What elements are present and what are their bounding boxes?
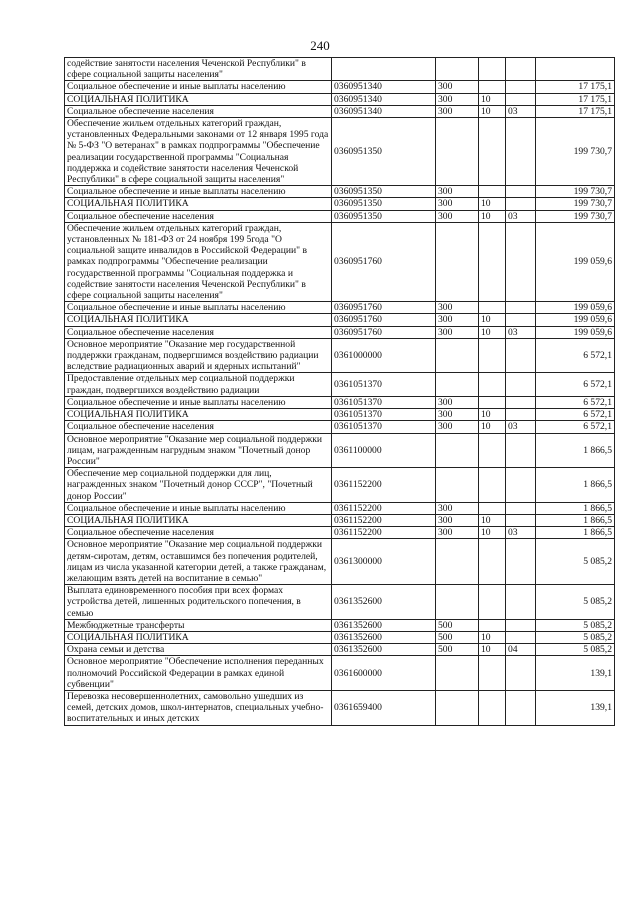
row-code: 0360951350 bbox=[332, 118, 436, 186]
row-name: Предоставление отдельных мер социальной поддержки граждан, подвергшихся воздействию радиации bbox=[65, 373, 332, 396]
row-name: СОЦИАЛЬНАЯ ПОЛИТИКА bbox=[65, 409, 332, 421]
row-name: Охрана семьи и детства bbox=[65, 644, 332, 656]
row-subsection bbox=[506, 314, 536, 326]
row-code: 0361600000 bbox=[332, 656, 436, 691]
row-amount: 199 059,6 bbox=[536, 314, 615, 326]
row-section: 10 bbox=[479, 644, 506, 656]
row-section bbox=[479, 186, 506, 198]
row-section: 10 bbox=[479, 314, 506, 326]
row-expense-type bbox=[436, 539, 479, 585]
row-code: 0361100000 bbox=[332, 433, 436, 468]
row-amount: 1 866,5 bbox=[536, 502, 615, 514]
row-amount: 17 175,1 bbox=[536, 105, 615, 117]
row-section bbox=[479, 396, 506, 408]
table-row bbox=[65, 338, 615, 373]
row-expense-type: 500 bbox=[436, 631, 479, 643]
row-section bbox=[479, 656, 506, 691]
row-amount: 139,1 bbox=[536, 690, 615, 725]
table-row bbox=[65, 118, 615, 186]
row-subsection bbox=[506, 619, 536, 631]
row-section bbox=[479, 58, 506, 81]
table-row bbox=[65, 93, 615, 105]
row-subsection bbox=[506, 302, 536, 314]
row-code: 0360951760 bbox=[332, 222, 436, 301]
row-subsection bbox=[506, 186, 536, 198]
row-code: 0361051370 bbox=[332, 373, 436, 396]
row-subsection bbox=[506, 222, 536, 301]
table-row bbox=[65, 619, 615, 631]
row-code: 0361659400 bbox=[332, 690, 436, 725]
table-row bbox=[65, 373, 615, 396]
row-section bbox=[479, 302, 506, 314]
row-amount: 6 572,1 bbox=[536, 396, 615, 408]
row-subsection: 03 bbox=[506, 210, 536, 222]
row-amount: 5 085,2 bbox=[536, 585, 615, 620]
row-code: 0360951340 bbox=[332, 93, 436, 105]
row-section bbox=[479, 690, 506, 725]
row-name: Социальное обеспечение и иные выплаты населению bbox=[65, 302, 332, 314]
table-row bbox=[65, 326, 615, 338]
row-expense-type: 300 bbox=[436, 105, 479, 117]
table-row bbox=[65, 468, 615, 503]
table-row bbox=[65, 421, 615, 433]
row-subsection bbox=[506, 396, 536, 408]
row-code: 0361152200 bbox=[332, 527, 436, 539]
row-name: Социальное обеспечение и иные выплаты населению bbox=[65, 502, 332, 514]
row-subsection bbox=[506, 338, 536, 373]
row-expense-type: 300 bbox=[436, 210, 479, 222]
row-amount bbox=[536, 58, 615, 81]
row-section: 10 bbox=[479, 527, 506, 539]
row-section bbox=[479, 539, 506, 585]
table-row bbox=[65, 656, 615, 691]
row-subsection bbox=[506, 585, 536, 620]
row-subsection bbox=[506, 468, 536, 503]
row-amount: 17 175,1 bbox=[536, 81, 615, 93]
row-amount: 199 730,7 bbox=[536, 118, 615, 186]
row-subsection bbox=[506, 433, 536, 468]
row-expense-type: 300 bbox=[436, 409, 479, 421]
row-expense-type: 300 bbox=[436, 396, 479, 408]
row-expense-type: 300 bbox=[436, 314, 479, 326]
row-code: 0361152200 bbox=[332, 514, 436, 526]
row-amount: 1 866,5 bbox=[536, 433, 615, 468]
row-amount: 5 085,2 bbox=[536, 619, 615, 631]
row-name: Социальное обеспечение и иные выплаты населению bbox=[65, 81, 332, 93]
row-amount: 199 730,7 bbox=[536, 210, 615, 222]
row-code: 0360951760 bbox=[332, 302, 436, 314]
row-subsection bbox=[506, 198, 536, 210]
row-expense-type: 300 bbox=[436, 81, 479, 93]
table-row bbox=[65, 302, 615, 314]
row-expense-type bbox=[436, 468, 479, 503]
row-amount: 199 059,6 bbox=[536, 222, 615, 301]
row-name: Основное мероприятие "Обеспечение исполнения переданных полномочий Российской Федерации в рамках единой субвенции" bbox=[65, 656, 332, 691]
table-row bbox=[65, 222, 615, 301]
row-subsection bbox=[506, 631, 536, 643]
row-code: 0360951340 bbox=[332, 81, 436, 93]
row-section: 10 bbox=[479, 93, 506, 105]
table-row bbox=[65, 198, 615, 210]
row-code: 0360951350 bbox=[332, 186, 436, 198]
row-amount: 6 572,1 bbox=[536, 373, 615, 396]
row-code: 0361000000 bbox=[332, 338, 436, 373]
row-expense-type bbox=[436, 433, 479, 468]
row-name: СОЦИАЛЬНАЯ ПОЛИТИКА bbox=[65, 314, 332, 326]
row-section bbox=[479, 585, 506, 620]
row-section: 10 bbox=[479, 326, 506, 338]
table-row bbox=[65, 631, 615, 643]
row-amount: 1 866,5 bbox=[536, 514, 615, 526]
row-expense-type bbox=[436, 58, 479, 81]
row-amount: 6 572,1 bbox=[536, 421, 615, 433]
table-row bbox=[65, 433, 615, 468]
row-section bbox=[479, 619, 506, 631]
table-row bbox=[65, 585, 615, 620]
row-code: 0361352600 bbox=[332, 631, 436, 643]
row-section bbox=[479, 118, 506, 186]
page-number: 240 bbox=[310, 38, 330, 53]
row-section bbox=[479, 338, 506, 373]
row-expense-type: 300 bbox=[436, 502, 479, 514]
row-subsection bbox=[506, 514, 536, 526]
row-expense-type: 300 bbox=[436, 302, 479, 314]
row-expense-type bbox=[436, 222, 479, 301]
row-section: 10 bbox=[479, 409, 506, 421]
row-expense-type: 300 bbox=[436, 93, 479, 105]
row-code: 0360951760 bbox=[332, 326, 436, 338]
row-section: 10 bbox=[479, 421, 506, 433]
row-section: 10 bbox=[479, 105, 506, 117]
row-name: СОЦИАЛЬНАЯ ПОЛИТИКА bbox=[65, 93, 332, 105]
row-expense-type: 300 bbox=[436, 186, 479, 198]
row-name: Обеспечение жильем отдельных категорий граждан, установленных Федеральными законами от 12 января 1995 года № 5-ФЗ "О ветеранах" в рамках подпрограммы "Обеспечение реализации государственной программы "Социальная поддержка и содействие занятости населения Чеченской Республики" в сфере социальной защиты населения" bbox=[65, 118, 332, 186]
row-code: 0361152200 bbox=[332, 502, 436, 514]
row-amount: 199 059,6 bbox=[536, 326, 615, 338]
row-subsection bbox=[506, 93, 536, 105]
row-code: 0360951350 bbox=[332, 210, 436, 222]
table-row bbox=[65, 186, 615, 198]
row-code: 0360951340 bbox=[332, 105, 436, 117]
table-row bbox=[65, 409, 615, 421]
row-name: Социальное обеспечение населения bbox=[65, 421, 332, 433]
row-amount: 199 059,6 bbox=[536, 302, 615, 314]
row-subsection bbox=[506, 539, 536, 585]
row-expense-type bbox=[436, 690, 479, 725]
row-name: Социальное обеспечение и иные выплаты населению bbox=[65, 186, 332, 198]
row-name: Межбюджетные трансферты bbox=[65, 619, 332, 631]
row-name: СОЦИАЛЬНАЯ ПОЛИТИКА bbox=[65, 514, 332, 526]
row-section bbox=[479, 433, 506, 468]
row-code: 0360951350 bbox=[332, 198, 436, 210]
table-row bbox=[65, 105, 615, 117]
table-row bbox=[65, 58, 615, 81]
row-expense-type: 300 bbox=[436, 326, 479, 338]
table-row bbox=[65, 514, 615, 526]
row-expense-type bbox=[436, 656, 479, 691]
row-amount: 5 085,2 bbox=[536, 644, 615, 656]
row-code: 0360951760 bbox=[332, 314, 436, 326]
row-name: Обеспечение мер социальной поддержки для лиц, награжденных знаком "Почетный донор СССР", "Почетный донор России" bbox=[65, 468, 332, 503]
row-code: 0361152200 bbox=[332, 468, 436, 503]
budget-table-body bbox=[65, 58, 615, 726]
row-name: Социальное обеспечение населения bbox=[65, 210, 332, 222]
row-subsection bbox=[506, 373, 536, 396]
row-subsection: 03 bbox=[506, 326, 536, 338]
row-subsection: 03 bbox=[506, 527, 536, 539]
row-subsection bbox=[506, 409, 536, 421]
row-subsection bbox=[506, 690, 536, 725]
row-amount: 1 866,5 bbox=[536, 468, 615, 503]
row-expense-type bbox=[436, 118, 479, 186]
row-name: СОЦИАЛЬНАЯ ПОЛИТИКА bbox=[65, 198, 332, 210]
row-expense-type: 300 bbox=[436, 514, 479, 526]
row-amount: 5 085,2 bbox=[536, 631, 615, 643]
table-row bbox=[65, 210, 615, 222]
row-section bbox=[479, 468, 506, 503]
row-subsection bbox=[506, 58, 536, 81]
row-subsection: 04 bbox=[506, 644, 536, 656]
row-code: 0361352600 bbox=[332, 619, 436, 631]
row-name: Основное мероприятие "Оказание мер государственной поддержки гражданам, подвергшимся воздействию радиации вследствие радиационных аварий и ядерных испытаний" bbox=[65, 338, 332, 373]
row-code: 0361051370 bbox=[332, 421, 436, 433]
row-subsection: 03 bbox=[506, 105, 536, 117]
row-expense-type: 500 bbox=[436, 619, 479, 631]
row-amount: 139,1 bbox=[536, 656, 615, 691]
row-name: Выплата единовременного пособия при всех формах устройства детей, лишенных родительского попечения, в семью bbox=[65, 585, 332, 620]
row-amount: 17 175,1 bbox=[536, 93, 615, 105]
row-subsection bbox=[506, 81, 536, 93]
table-row bbox=[65, 81, 615, 93]
row-section bbox=[479, 373, 506, 396]
row-code: 0361051370 bbox=[332, 396, 436, 408]
row-section: 10 bbox=[479, 210, 506, 222]
row-section: 10 bbox=[479, 198, 506, 210]
row-code: 0361352600 bbox=[332, 644, 436, 656]
row-subsection: 03 bbox=[506, 421, 536, 433]
row-section bbox=[479, 222, 506, 301]
row-code: 0361051370 bbox=[332, 409, 436, 421]
row-section: 10 bbox=[479, 514, 506, 526]
row-section bbox=[479, 81, 506, 93]
table-row bbox=[65, 502, 615, 514]
row-amount: 199 730,7 bbox=[536, 198, 615, 210]
row-expense-type: 300 bbox=[436, 527, 479, 539]
row-subsection bbox=[506, 118, 536, 186]
row-code: 0361352600 bbox=[332, 585, 436, 620]
budget-table bbox=[64, 57, 615, 726]
row-amount: 199 730,7 bbox=[536, 186, 615, 198]
row-expense-type bbox=[436, 585, 479, 620]
row-code bbox=[332, 58, 436, 81]
table-row bbox=[65, 539, 615, 585]
table-row bbox=[65, 314, 615, 326]
row-name: Основное мероприятие "Оказание мер социальной поддержки лицам, награжденным нагрудным знаком "Почетный донор России" bbox=[65, 433, 332, 468]
row-name: Основное мероприятие "Оказание мер социальной поддержки детям-сиротам, детям, оставшимся без попечения родителей, лицам из числа указанной категории детей, а также гражданам, желающим взять детей на воспитание в семью" bbox=[65, 539, 332, 585]
row-subsection bbox=[506, 656, 536, 691]
row-amount: 6 572,1 bbox=[536, 409, 615, 421]
row-name: содействие занятости населения Чеченской Республики" в сфере социальной защиты населения" bbox=[65, 58, 332, 81]
row-name: Социальное обеспечение населения bbox=[65, 105, 332, 117]
row-expense-type: 500 bbox=[436, 644, 479, 656]
row-expense-type bbox=[436, 338, 479, 373]
row-name: Социальное обеспечение населения bbox=[65, 527, 332, 539]
row-name: Социальное обеспечение населения bbox=[65, 326, 332, 338]
row-amount: 6 572,1 bbox=[536, 338, 615, 373]
row-amount: 5 085,2 bbox=[536, 539, 615, 585]
row-expense-type: 300 bbox=[436, 421, 479, 433]
row-expense-type: 300 bbox=[436, 198, 479, 210]
row-amount: 1 866,5 bbox=[536, 527, 615, 539]
row-name: Перевозка несовершеннолетних, самовольно ушедших из семей, детских домов, школ-интернатов, специальных учебно-воспитательных и иных детских bbox=[65, 690, 332, 725]
table-row bbox=[65, 396, 615, 408]
table-row bbox=[65, 527, 615, 539]
table-row bbox=[65, 690, 615, 725]
row-expense-type bbox=[436, 373, 479, 396]
row-subsection bbox=[506, 502, 536, 514]
row-section: 10 bbox=[479, 631, 506, 643]
table-row bbox=[65, 644, 615, 656]
row-name: Обеспечение жильем отдельных категорий граждан, установленных № 181-ФЗ от 24 ноября 199 5года "О социальной защите инвалидов в Российской Федерации" в рамках подпрограммы "Обеспечение реализации государственной программы "Социальная поддержка и содействие занятости населения Чеченской Республики" в сфере социальной защиты населения" bbox=[65, 222, 332, 301]
row-section bbox=[479, 502, 506, 514]
row-name: СОЦИАЛЬНАЯ ПОЛИТИКА bbox=[65, 631, 332, 643]
row-name: Социальное обеспечение и иные выплаты населению bbox=[65, 396, 332, 408]
row-code: 0361300000 bbox=[332, 539, 436, 585]
